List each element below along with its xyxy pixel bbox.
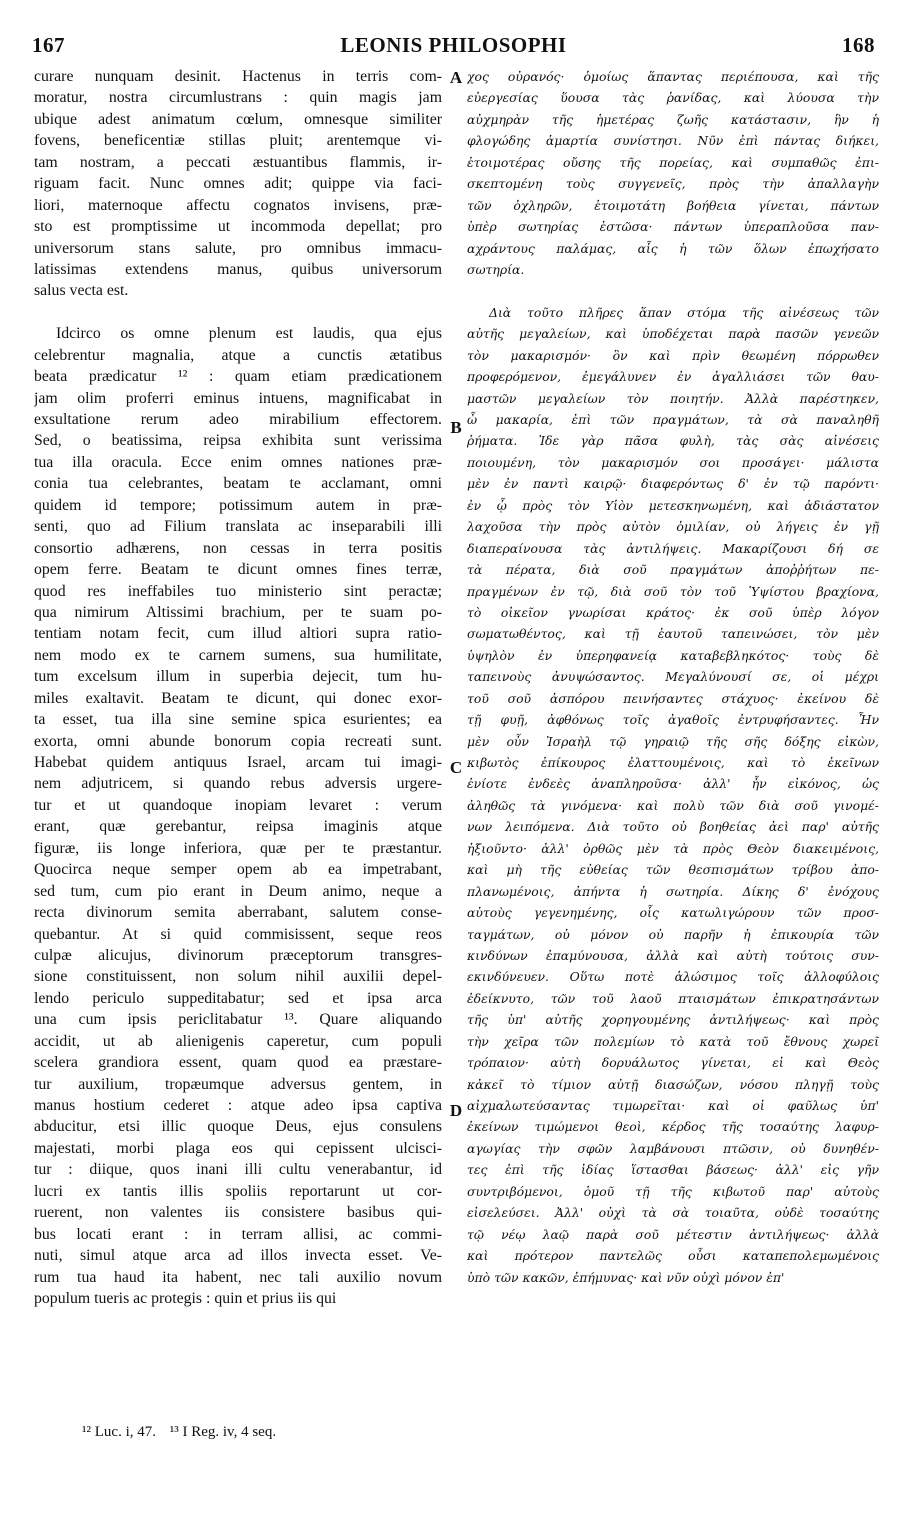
text-line: ἐν ᾧ πρὸς τὸν Υἱὸν μετεσκηνωμένη, καὶ ἀδιάστατον [467,497,879,513]
text-line: σωματωθέντος, καὶ τῇ ἑαυτοῦ ταπεινώσει, τὸν μὲν [467,626,879,642]
text-line: tentiam notam fecit, cum illud altiori supra ratio- [34,625,442,643]
text-line: τῇ φυῇ, ἀφθόνως τοῖς ἀγαθοῖς ἐντρυφήσαντες. Ἦν [467,712,879,728]
text-line: τῶν ὀχληρῶν, ἑτοιμοτάτη βοήθεια γίνεται, πάντων [467,197,879,213]
text-line: ἐκείνων τιμώμενοι θεοὶ, κέρδος τῆς τοσαύτης λαφυρ- [467,1119,879,1135]
text-line: αὐχμηρὰν τῆς ἡμετέρας ζωῆς κατάστασιν, ἣν ἡ [467,111,879,127]
text-line: tum excelsum illum in superbia dejecit, tum hu- [34,668,442,686]
text-line: νων λειπόμενα. Διὰ τοῦτο οὐ βοηθείας ἀεὶ παρ' αὐτῆς [467,819,879,835]
text-line: salus vecta est. [34,282,129,300]
text-line: nem modo ex te carnem sumens, sua humilitate, [34,646,442,664]
text-line: πλανωμένοις, ἀπήντα ἡ σωτηρία. Δίκης δ' ἐνόχους [467,883,879,899]
text-line: τὸ οἰκεῖον γνωρίσαι κράτος· ἐκ σοῦ ὑπὲρ λόγον [467,604,879,620]
text-line: sione constituissent, non solum nihil auxilii depel- [34,968,442,986]
text-line: riguam facit. Nunc omnes adit; quippe via faci- [34,175,442,193]
text-line: liori, maternoque affectu cognatos invisens, præ- [34,196,442,214]
text-line: miles exaltavit. Beatam te dicunt, qui donec exor- [34,689,442,707]
text-line: culpæ alicujus, divinorum præceptorum transgres- [34,946,442,964]
text-line: rum tua haud ita habent, nec tali auxilio novum [34,1268,442,1286]
text-line: εὐεργεσίας ὕουσα τὰς ῥανίδας, καὶ λύουσα τὴν [467,90,879,106]
text-line: αἰχμαλωτεύσαντας τιμωρεῖται· καὶ οἱ φαῦλως ὑπ' [467,1098,879,1113]
text-line: εἰσελεύσει. Ἀλλ' οὐχὶ τὰ σὰ τοιαῦτα, οὐδὲ τοσαύτης [467,1205,879,1221]
text-line: ῥήματα. Ἰδε γὰρ πᾶσα φυλὴ, τὰς σὰς αἰνέσεις [467,433,879,449]
text-line: opem ferre. Beatam te dicunt omnes fines terræ, [34,561,442,579]
text-line: ποιουμένη, τὸν μακαρισμόν σοι προσάγει· μάλιστα [467,454,879,470]
text-line: τῷ νέῳ λαῷ παρὰ σοῦ μέτεστιν ἀντιλήψεως· ἀλλὰ [467,1226,879,1242]
text-line: ἐνίοτε ἐνδεὲς ἀναπληροῦσα· ἀλλ' ἦν εἰκόνος, ὡς [467,776,879,792]
greek-column [467,66,879,1288]
text-line: προφερόμενον, ἐμεγάλυνεν ἐν ἀγαλλιάσει τῶν θαυ- [467,369,879,385]
text-line: μὲν ἐν παντὶ καιρῷ· διαφερόντως δ' ἐν τῷ παρόντι· [467,476,879,492]
text-line: τρόπαιον· αὐτὴ δορυάλωτος γίνεται, εἰ καὶ Θεὸς [467,1055,879,1071]
text-line: quebantur. At si quid commisissent, seque reos [34,925,442,943]
text-line: beata prædicatur ¹² : quam etiam prædicationem [34,368,442,386]
footnotes [82,1424,286,1441]
text-line: ta esset, tua illa sine semine spica esurientes; ea [34,711,442,729]
text-line: moratur, nostra circumlustrans : quin magis jam [34,89,442,107]
text-line: ubique adest animatum cœlum, omnesque similiter [34,110,442,128]
text-line: εκινδύνευεν. Οὕτω ποτὲ ἁλώσιμος τοῖς ἀλλοφύλοις [467,969,879,985]
text-line: χος οὐρανός· ὁμοίως ἅπαντας περιέπουσα, καὶ τῆς [467,69,879,84]
text-line: σκεπτομένη τοὺς συγγενεῖς, πρὸς τὴν ἀπαλλαγὴν [467,176,879,192]
text-line: tur et ut quandoque inopiam levaret : verum [34,796,442,814]
text-line: καὶ πρότερον παντελῶς οὖσι καταπεπολεμωμένοις [467,1248,879,1264]
text-line: una cum ipsis periclitabatur ¹³. Quare aliquando [34,1011,442,1029]
text-line: ὑπὲρ σωτηρίας ἑστῶσα· πάντων ὑπεραπλοῦσα παν- [467,219,879,235]
text-line: ὦ μακαρία, ἐπὶ τῶν πραγμάτων, τὰ σὰ παναληθῆ [467,412,879,427]
text-line: quod res ineffabiles tuo ministerio sint peractæ; [34,582,442,600]
text-line: figuræ, iis longe inferiora, quæ per te præstantur. [34,839,442,857]
text-line: populum tueris ac protegis : quin et prius iis qui [34,1289,337,1307]
paragraph-gap [467,280,879,301]
text-line: Sed, o beatissima, reipsa exhibita sunt verissima [34,432,442,450]
text-line: Quocirca neque semper opem ab ea impetrabant, [34,861,442,879]
text-line: latissimas extendens manus, quibus universorum [34,260,442,278]
running-title: LEONIS PHILOSOPHI [340,32,567,57]
text-line: sed tum, cum pio erant in Deum animo, neque a [34,882,442,900]
text-line: Διὰ τοῦτο πλῆρες ἅπαν στόμα τῆς αἰνέσεως τῶν [489,304,879,320]
text-line: μὲν οὖν Ἰσραὴλ τῷ γηραιῷ τῆς σῆς δόξης εἰκὼν, [467,733,879,749]
text-line: τῆς ὑπ' αὐτῆς χορηγουμένης ἀντιλήψεως· καὶ πρὸς [467,1012,879,1028]
text-line: nem adjutricem, si quando rebus adversis urgere- [34,775,442,793]
text-line: bus locati erant : in terram allisi, ac commi- [34,1225,442,1243]
text-line: scelera grandiora essent, quam quod ea præstare- [34,1054,442,1072]
text-line: ἠξιοῦντο· ἀλλ' ὀρθῶς μὲν τὰ πρὸς Θεὸν διακειμένοις, [467,840,879,856]
text-line: Idcirco os omne plenum est laudis, qua ejus [56,325,442,343]
text-line: exorta, omni abunde bonorum copia recreati sunt. [34,732,442,750]
text-line: κινδύνων ἐπαμύνουσα, ἀλλὰ καὶ αὐτὴ τούτοις συν- [467,947,879,963]
running-header [32,30,875,60]
margin-letter-d: D [449,1101,463,1120]
text-line: erant, quæ gerebantur, reipsa imaginis atque [34,818,442,836]
margin-letter-b: B [450,418,462,437]
text-line: jam olim proferri eminus intuens, magnificabat in [34,389,442,407]
footnote-12: ¹² Luc. i, 47. [82,1424,156,1440]
text-line: μαστῶν μεγαλείων τὸν ποιητήν. Ἀλλὰ παρέστηκεν, [467,390,879,406]
text-line: abducitur, etsi illic quoque Deus, ejus consulens [34,1118,442,1136]
text-line: αχράντους παλάμας, αἷς ἡ τῶν ὅλων ἐπωχήσατο [467,240,879,256]
text-line: τὴν χεῖρα τῶν πολεμίων τὸ κατὰ τοῦ ἔθνους χωρεῖ [467,1033,879,1049]
footnote-13: ¹³ I Reg. iv, 4 seq. [169,1424,277,1440]
text-line: senti, quo ad Filium translata ac inseparabili illi [34,518,442,536]
text-line: τὰ πέρατα, διὰ σοῦ πραγμάτων ἀποῤῥήτων πε- [467,562,879,578]
latin-column [34,66,442,1309]
text-line: κιβωτὸς ἐπίκουρος ἐλαττουμένοις, καὶ τὸ ἐκεῖνων [467,755,879,770]
text-line: tua illa oracula. Ecce enim omnes nationes præ- [34,453,442,471]
text-line: quidem id tempore; potissimum autem in præ- [34,496,442,514]
text-line: curare nunquam desinit. Hactenus in terris com- [34,68,442,85]
text-line: ὑψηλὸν ἐν ὑπερηφανείᾳ καταβεβληκότος· τοὺς δὲ [467,647,879,663]
text-line: κἀκεῖ τὸ τίμιον αὐτῇ διασώζων, νόσου πληγῇ τοὺς [467,1076,879,1092]
text-line: conia tua celebrantes, beatam te acclamant, omni [34,475,442,493]
text-line: universorum stans salute, pro omnibus immacu- [34,239,442,257]
text-line: λαχοῦσα τὴν πρὸς αὐτὸν ὁμιλίαν, οὐ λήγεις ἐν γῇ [467,519,879,535]
text-line: ἐδείκνυτο, τῶν τοῦ λαοῦ πταισμάτων ἐπικρατησάντων [467,990,879,1006]
text-line: ruerent, non valentes iis consistere basibus qui- [34,1204,442,1222]
text-line: ἑτοιμοτέρας οὔσης τῆς πορείας, καὶ συμπαθῶς ἐπι- [467,154,879,170]
text-line: majestati, morbi plaga eos qui cepissent ulcisci- [34,1139,442,1157]
paragraph-gap [34,302,442,323]
text-line: σωτηρία. [467,261,525,277]
text-line: manus hostium cederet : atque adeo ipsa captiva [34,1097,442,1114]
text-line: tur auxilium, tropæumque adversus gentem, in [34,1075,442,1093]
text-line: accidit, ut ab alienigenis caperetur, cum populi [34,1032,442,1050]
text-line: συντριβόμενοι, ὁμοῦ τῇ τῆς κιβωτοῦ παρ' αὐτοὺς [467,1183,879,1199]
text-line: sto est promptissime ut incommoda depellat; pro [34,218,442,236]
text-line: φλογώδης ἁμαρτία συνίστησι. Νῦν ἐπὶ πάντας διήκει, [467,133,879,149]
text-line: consortio adhærens, non cessas in terra positis [34,539,442,557]
text-line: tam nostram, a peccati æstuantibus flammis, ir- [34,153,442,171]
page-number-right: 168 [841,32,875,57]
text-line: τὸν μακαρισμόν· ὃν καὶ πρὶν θεωμένη πόρρωθεν [467,347,879,363]
text-line: nuti, simul atque arca ad illos invecta esset. Ve- [34,1247,442,1265]
text-line: tur : diique, quos inani illi cultu venerabantur, id [34,1161,442,1179]
text-line: recta divinorum semita aberrabant, salutem conse- [34,904,442,922]
text-line: celebrentur magnalia, atque a cunctis ætatibus [34,346,442,364]
text-line: τες ἐπὶ τῆς ἰδίας ἵστασθαι βάσεως· ἀλλ' εἰς γῆν [467,1162,879,1178]
text-line: ἀληθῶς τὰ γινόμενα· καὶ πολὺ τῶν διὰ σοῦ γινομέ- [467,797,879,813]
text-line: τοῦ σοῦ ἀσπόρου πεινήσαντες στάχυος· ἐκείνου δὲ [467,690,879,706]
text-line: Habebat quidem antiquus Israel, arcam tui imagi- [34,754,442,771]
text-line: ὑπὸ τῶν κακῶν, ἐπήμυνας· καὶ νῦν οὐχὶ μόνον ἐπ' [467,1269,785,1285]
text-line: αὐτοὺς γεγενημένης, οἷς κατωλιγώρουν τῶν προσ- [467,905,879,921]
text-line: αὐτῆς μεγαλείων, καὶ ὑποδέχεται παρὰ πασῶν γενεῶν [467,326,879,342]
text-line: πραγμένων ἐν τῷ, διὰ σοῦ τὸν τοῦ Ὑψίστου βραχίονα, [467,583,879,599]
margin-letter-c: C [449,758,463,777]
text-line: αγωγίας τὴν σφῶν λαμβάνουσι πτῶσιν, οὐ δυνηθέν- [467,1140,879,1156]
page-number-left: 167 [32,32,65,57]
text-line: καὶ μὴ τῆς εὐθείας τῶν θεσπισμάτων τρίβου ἀπο- [467,862,879,878]
text-line: fovens, beneficentiæ stillas pluit; arentemque vi- [34,132,442,150]
text-line: ταπεινοὺς ἀνυψώσαντος. Μεγαλύνουσί σε, οἱ μέχρι [467,669,879,685]
text-line: exsultatione rerum adeo mirabilium effectorem. [34,411,442,428]
text-line: lendo periculo suppeditabatur; sed et ipsa arca [34,989,442,1007]
text-line: lucri ex tantis illis spoliis reportarunt ut cor- [34,1182,442,1200]
text-line: διαπεραίνουσα τὰς ἀντιλήψεις. Μακαρίζουσι δή σε [467,540,879,556]
text-line: ταγμάτων, οὐ μόνον οὐ παρῆν ἡ ἐπικουρία τῶν [467,926,879,942]
text-line: qua nimirum Altissimi brachium, per te suam po- [34,603,442,621]
margin-letter-a: A [449,68,463,87]
